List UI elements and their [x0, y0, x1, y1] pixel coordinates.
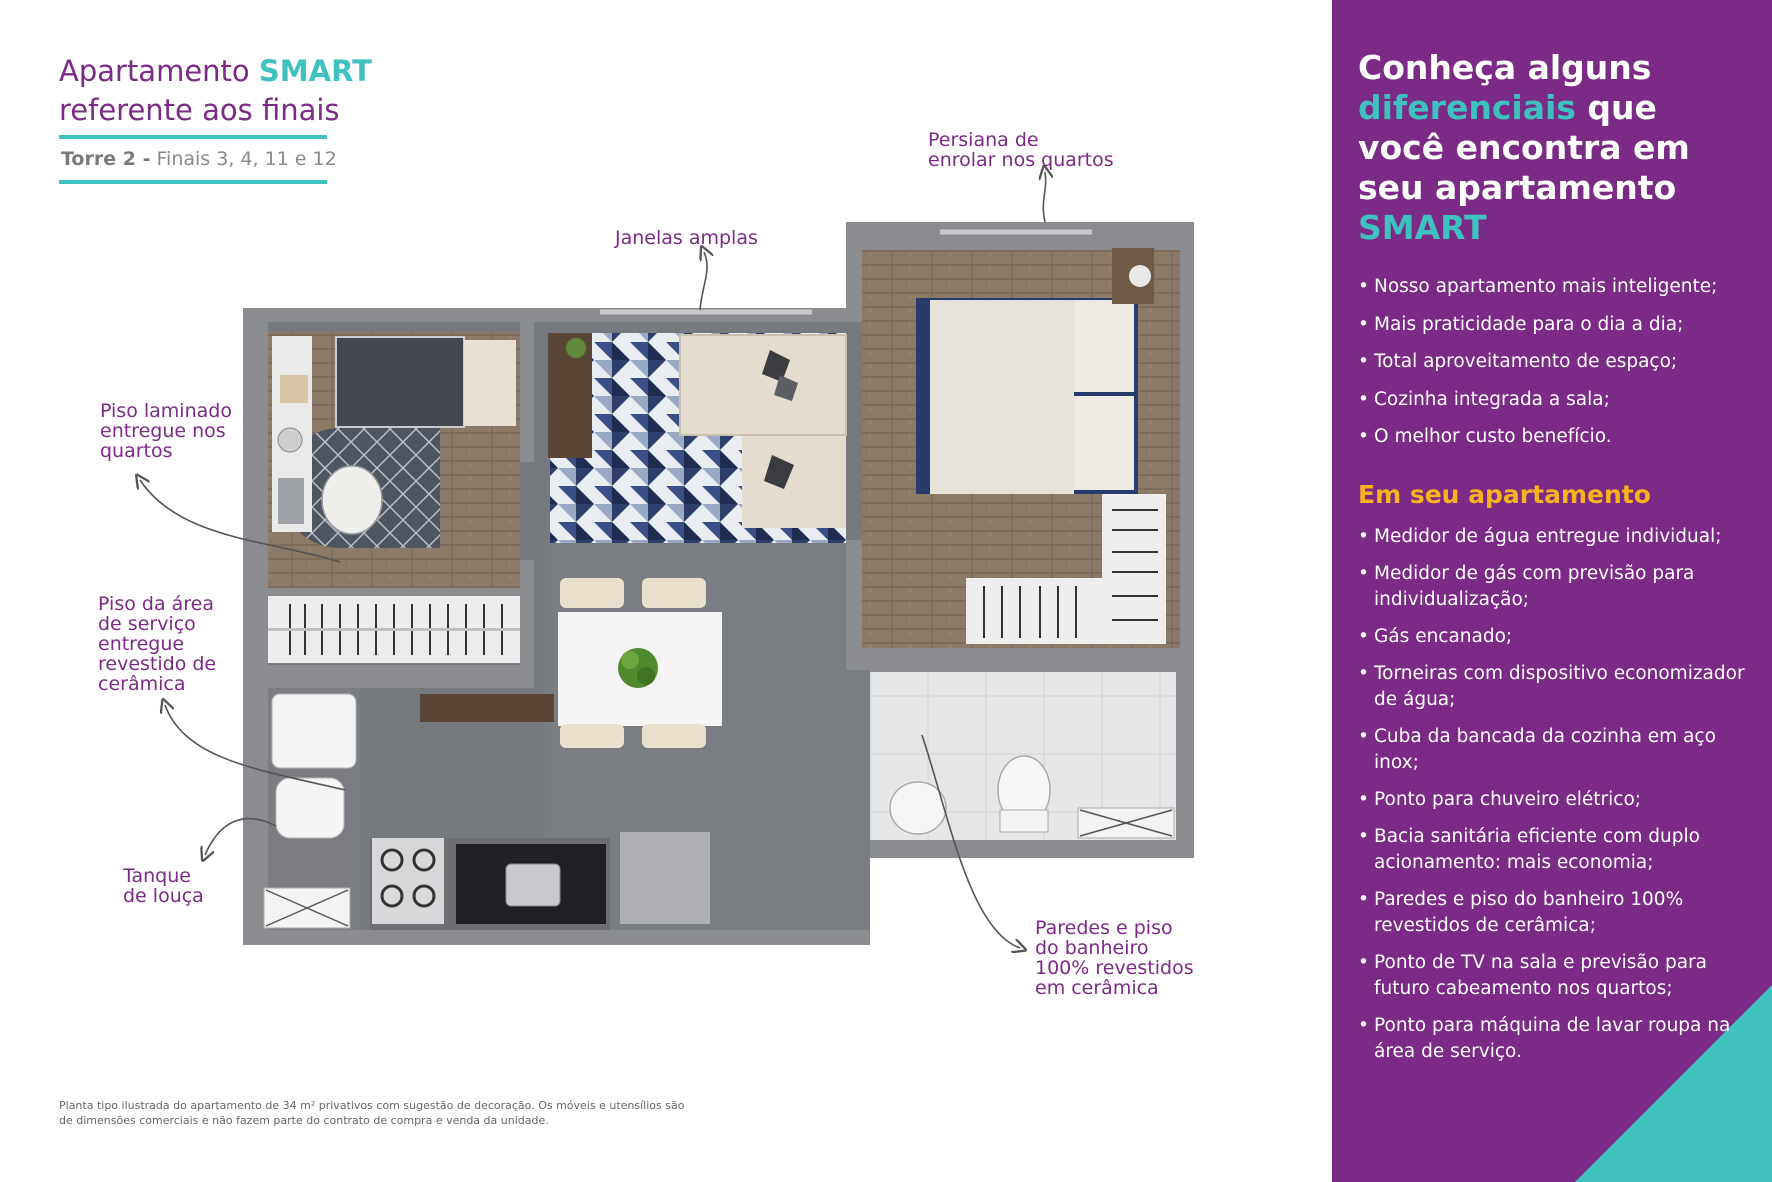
list-item: • Ponto de TV na sala e previsão para futuro cabeamento nos quartos;: [1358, 950, 1758, 1002]
list-item: • Nosso apartamento mais inteligente;: [1358, 274, 1758, 300]
bedroom-1: [268, 332, 520, 663]
features-panel: [1332, 0, 1772, 1182]
kitchen-counter: [370, 832, 710, 930]
title-prefix: Apartamento: [59, 54, 259, 88]
callout-persiana: Persiana de enrolar nos quartos: [928, 129, 1114, 171]
list-item: • Bacia sanitária eficiente com duplo acionamento: mais economia;: [1358, 824, 1758, 876]
list-item: • Medidor de gás com previsão para individualização;: [1358, 561, 1758, 613]
callout-janelas: Janelas amplas: [615, 227, 758, 249]
heading-line-5: SMART: [1358, 208, 1487, 247]
list-item: • Medidor de água entregue individual;: [1358, 524, 1758, 550]
bedroom-2: [862, 248, 1180, 648]
list-item: • O melhor custo benefício.: [1358, 424, 1758, 450]
living-room: [548, 333, 846, 543]
callout-piso-servico: Piso da área de serviço entregue revestido de cerâmica: [98, 593, 217, 695]
callout-piso-laminado: Piso laminado entregue nos quartos: [100, 400, 232, 462]
benefits-list: [1358, 274, 1758, 462]
list-item: • Cozinha integrada a sala;: [1358, 387, 1758, 413]
list-item: • Paredes e piso do banheiro 100% revestidos de cerâmica;: [1358, 887, 1758, 939]
finals-label: Finais 3, 4, 11 e 12: [156, 148, 337, 170]
heading-line-4: seu apartamento: [1358, 168, 1677, 207]
callout-paredes: Paredes e piso do banheiro 100% revestidos em cerâmica: [1035, 917, 1194, 999]
heading-line-2-rest: que: [1575, 88, 1657, 127]
list-item: • Ponto para chuveiro elétrico;: [1358, 787, 1758, 813]
list-item: • Total aproveitamento de espaço;: [1358, 349, 1758, 375]
title-highlight: SMART: [258, 54, 372, 88]
callout-tanque: Tanque de louça: [123, 865, 204, 907]
list-item: • Gás encanado;: [1358, 624, 1758, 650]
heading-line-2: [1358, 88, 1758, 128]
features-list: [1358, 524, 1758, 1076]
heading-line-1: Conheça alguns: [1358, 48, 1652, 87]
list-item: • Mais praticidade para o dia a dia;: [1358, 312, 1758, 338]
section-title: Em seu apartamento: [1358, 480, 1651, 509]
heading-line-3: você encontra em: [1358, 128, 1690, 167]
footnote: Planta tipo ilustrada do apartamento de 34 m² privativos com sugestão de decoração. Os móveis e utensílios são de dimensões comerciais e não fazem parte do contrato de compra e venda da unidade.: [59, 1099, 685, 1127]
panel-heading: [1358, 48, 1758, 248]
list-item: • Torneiras com dispositivo economizador de água;: [1358, 661, 1758, 713]
list-item: • Cuba da bancada da cozinha em aço inox;: [1358, 724, 1758, 776]
service-area: [264, 688, 360, 930]
title-line-2: referente aos finais: [59, 93, 340, 127]
bathroom: [870, 672, 1176, 840]
tower-label: Torre 2 -: [61, 148, 151, 170]
heading-highlight: diferenciais: [1358, 88, 1576, 127]
list-item: • Ponto para máquina de lavar roupa na área de serviço.: [1358, 1013, 1758, 1065]
